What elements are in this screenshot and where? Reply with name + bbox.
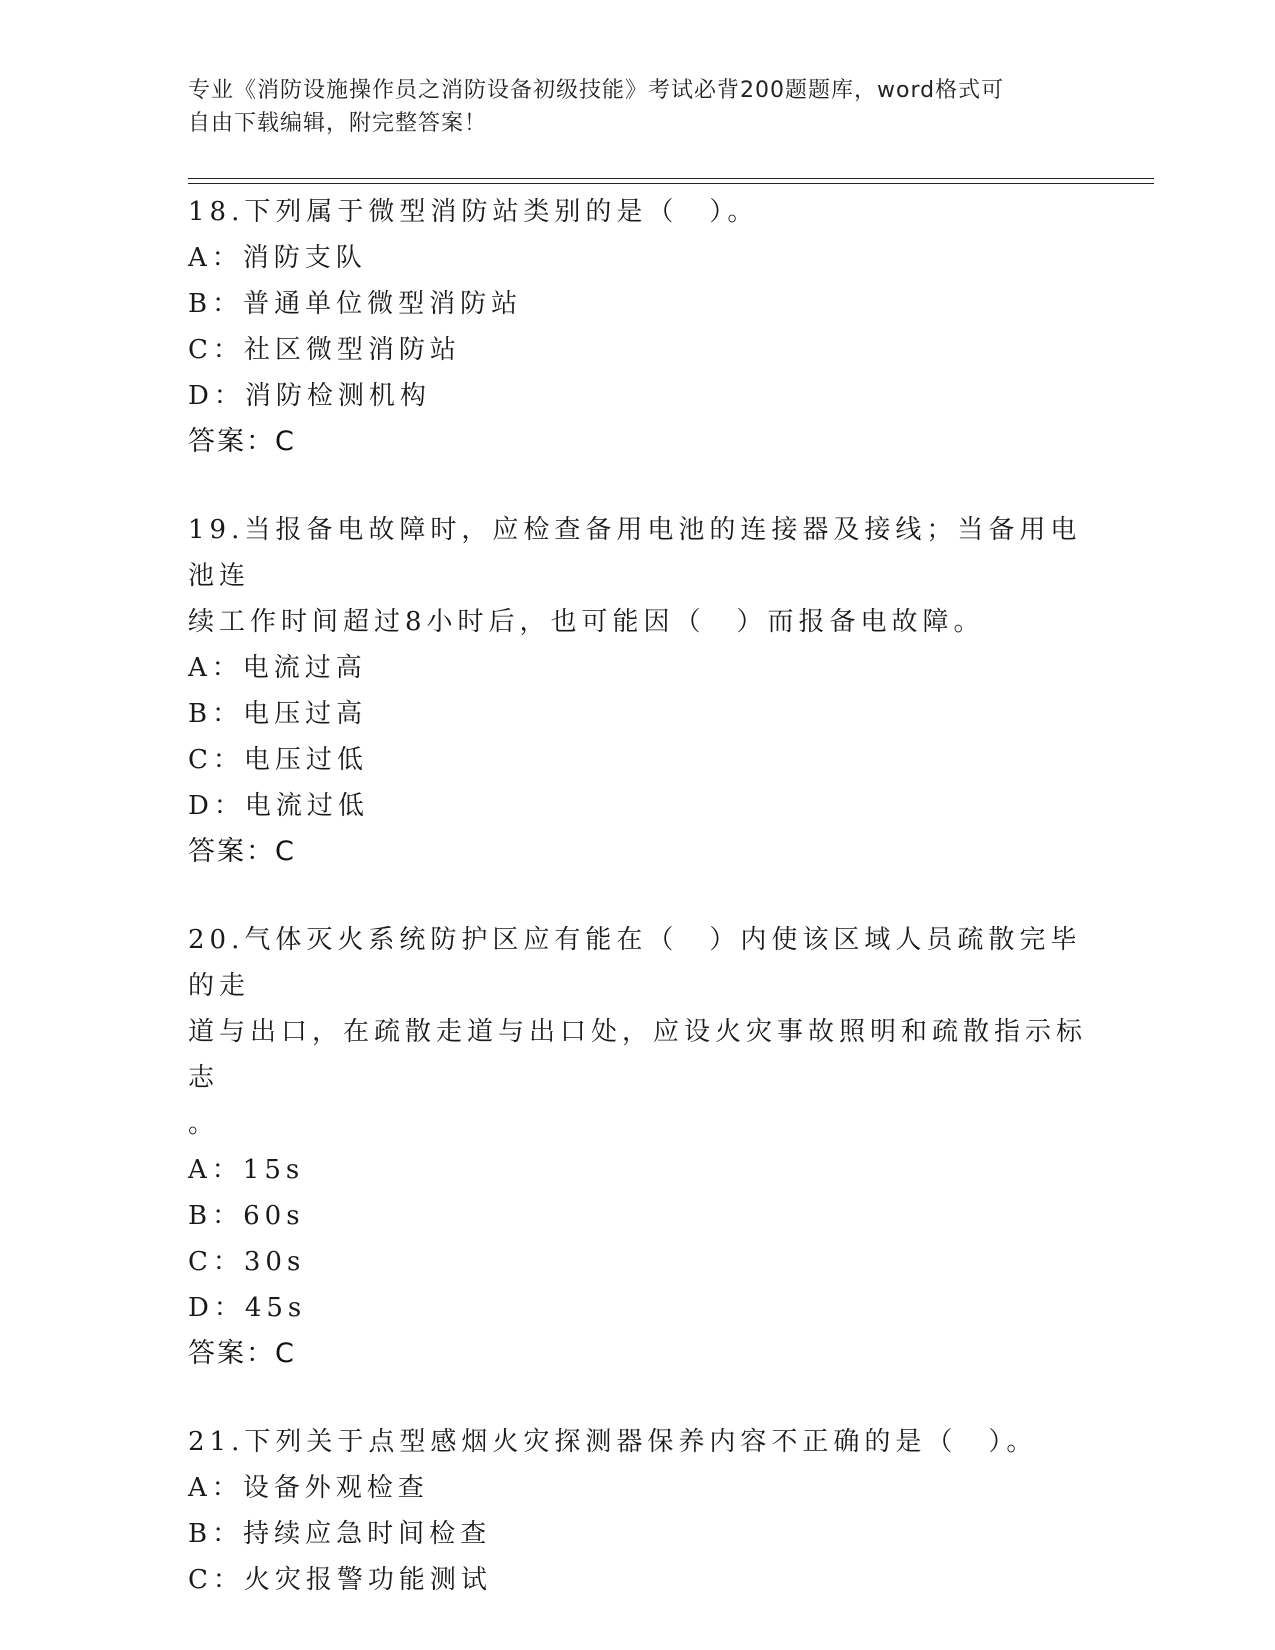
document-header — [188, 74, 1088, 140]
answer-text: 答案：C — [188, 836, 296, 867]
answer-text: 答案：C — [188, 1338, 296, 1369]
option-a: A：设备外观检查 — [188, 1473, 429, 1503]
option-b: B：持续应急时间检查 — [188, 1519, 492, 1549]
question-text-continued: 。 — [188, 1109, 220, 1139]
option-d: D：电流过低 — [188, 791, 369, 821]
option-b: B：电压过高 — [188, 699, 368, 729]
option-b: B：60s — [188, 1201, 305, 1231]
header-line-2: 自由下载编辑，附完整答案！ — [188, 111, 488, 136]
option-c: C：社区微型消防站 — [188, 335, 461, 365]
option-c: C：火灾报警功能测试 — [188, 1565, 492, 1595]
question-item — [188, 189, 1088, 465]
question-item — [188, 1419, 1088, 1603]
question-item — [188, 917, 1088, 1377]
question-text: 19.当报备电故障时，应检查备用电池的连接器及接线；当备用电池连 — [188, 515, 1082, 591]
header-line-1: 专业《消防设施操作员之消防设备初级技能》考试必背200题题库，word格式可 — [188, 78, 1005, 103]
question-item — [188, 507, 1088, 875]
header-divider-top — [188, 178, 1154, 179]
option-a: A：消防支队 — [188, 243, 367, 273]
option-c: C：电压过低 — [188, 745, 368, 775]
question-text: 21.下列关于点型感烟火灾探测器保养内容不正确的是（ ）。 — [188, 1427, 1038, 1457]
option-d: D：消防检测机构 — [188, 381, 431, 411]
question-list — [188, 189, 1088, 1645]
answer-text: 答案：C — [188, 426, 296, 457]
question-text: 18.下列属于微型消防站类别的是（ ）。 — [188, 197, 759, 227]
option-a: A：15s — [188, 1155, 305, 1185]
question-text-continued: 续工作时间超过8小时后，也可能因（ ）而报备电故障。 — [188, 607, 985, 637]
option-a: A：电流过高 — [188, 653, 367, 683]
option-c: C：30s — [188, 1247, 306, 1277]
question-text: 20.气体灭火系统防护区应有能在（ ）内使该区域人员疏散完毕的走 — [188, 925, 1082, 1001]
option-d: D：45s — [188, 1293, 307, 1323]
header-divider-bottom — [188, 183, 1154, 184]
option-b: B：普通单位微型消防站 — [188, 289, 523, 319]
question-text-continued: 道与出口，在疏散走道与出口处，应设火灾事故照明和疏散指示标志 — [188, 1017, 1088, 1093]
